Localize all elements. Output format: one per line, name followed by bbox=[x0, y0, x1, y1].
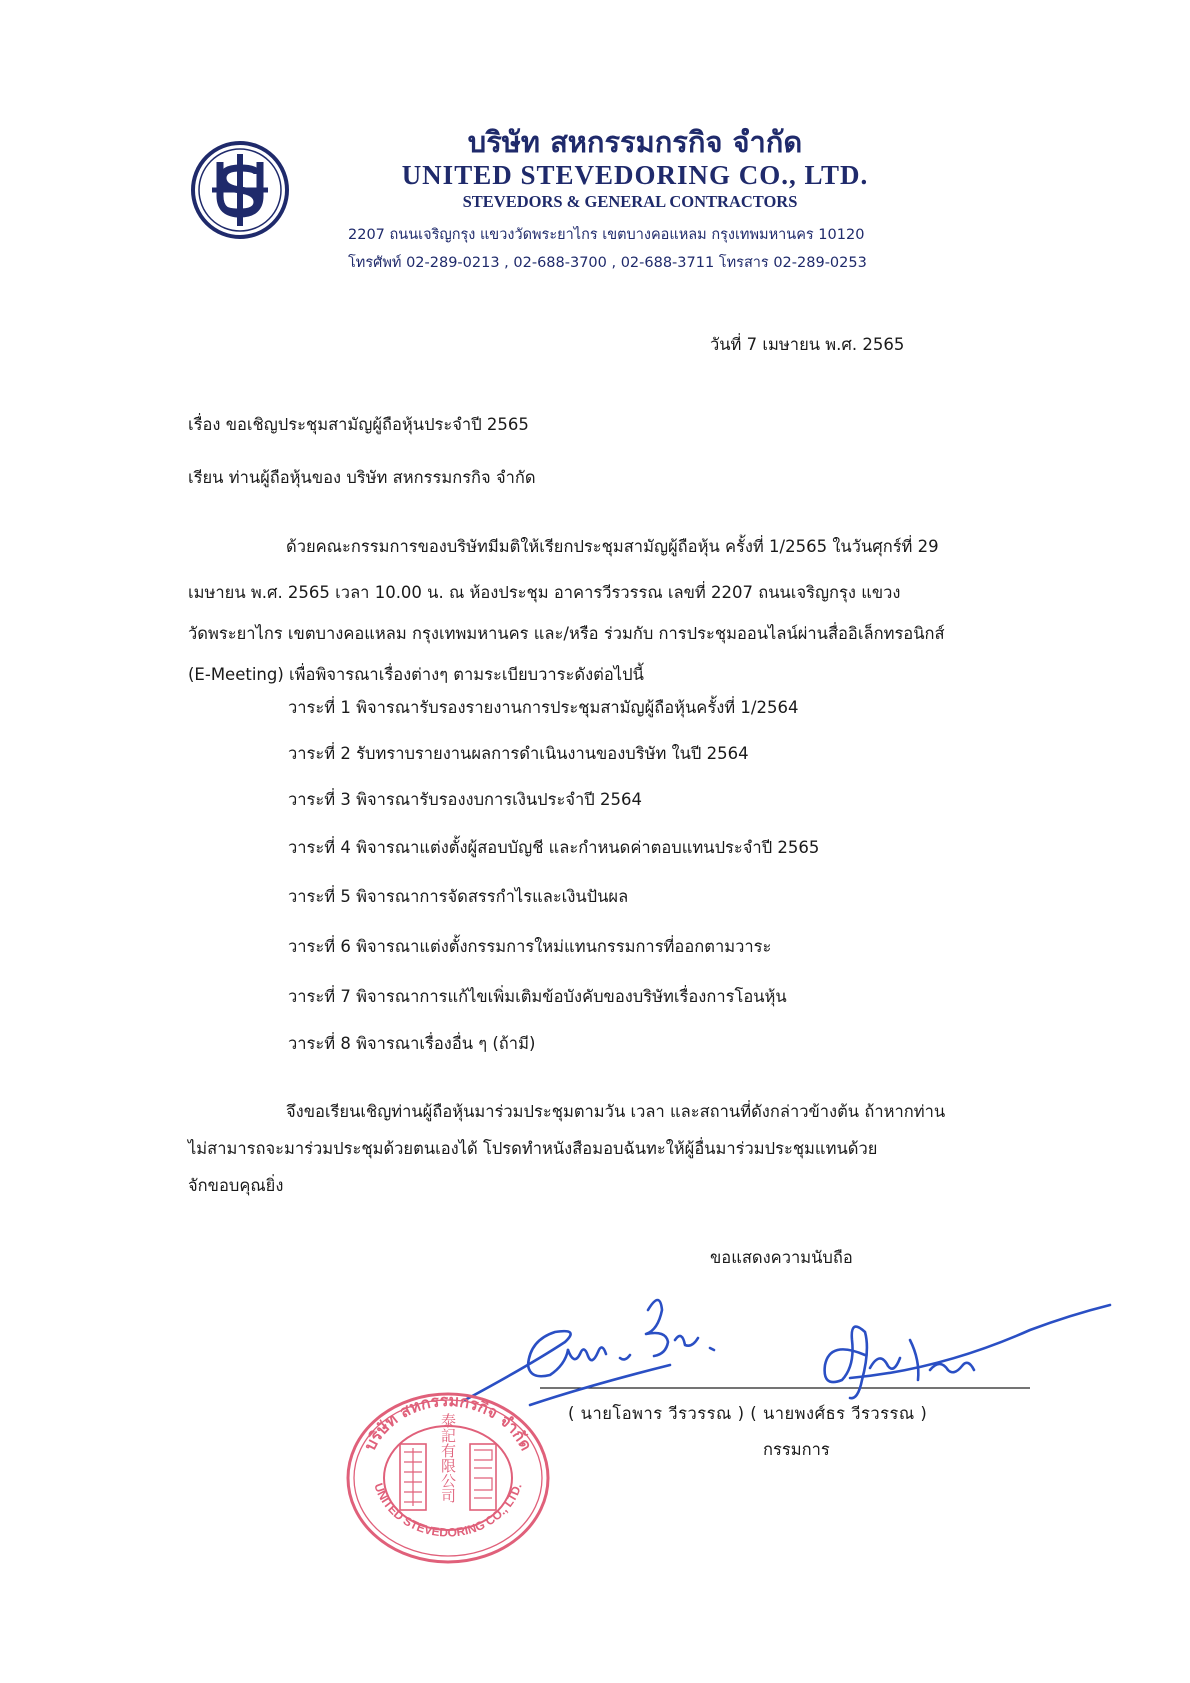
agenda-item-4: วาระที่ 4 พิจารณาแต่งตั้งผู้สอบบัญชี และกำหนดค่าตอบแทนประจำปี 2565 bbox=[288, 838, 820, 857]
letter-date: วันที่ 7 เมษายน พ.ศ. 2565 bbox=[710, 335, 905, 354]
closing-paragraph bbox=[188, 1100, 1018, 1198]
letter-recipient: เรียน ท่านผู้ถือหุ้นของ บริษัท สหกรรมกรกิจ จำกัด bbox=[188, 468, 536, 487]
paragraph-line: ไม่สามารถจะมาร่วมประชุมด้วยตนเองได้ โปรดทำหนังสือมอบฉันทะให้ผู้อื่นมาร่วมประชุมแทนด้วย bbox=[188, 1139, 878, 1158]
agenda-item-6: วาระที่ 6 พิจารณาแต่งตั้งกรรมการใหม่แทนกรรมการที่ออกตามวาระ bbox=[288, 937, 772, 956]
company-phone: โทรศัพท์ 02-289-0213 , 02-688-3700 , 02-688-3711 โทรสาร 02-289-0253 bbox=[348, 255, 867, 271]
agenda-item-3: วาระที่ 3 พิจารณารับรองงบการเงินประจำปี 2564 bbox=[288, 790, 642, 809]
seal-text-thai: บริษัท สหกรรมกรกิจ จำกัด bbox=[360, 1390, 536, 1454]
seal-text-chinese: 泰記有限公司 bbox=[439, 1413, 457, 1503]
agenda-item-1: วาระที่ 1 พิจารณารับรองรายงานการประชุมสามัญผู้ถือหุ้นครั้งที่ 1/2564 bbox=[288, 698, 799, 717]
company-tagline: STEVEDORS & GENERAL CONTRACTORS bbox=[462, 192, 798, 211]
signatory-names: ( นายโอพาร วีรวรรณ ) ( นายพงศ์ธร วีรวรรณ ) bbox=[568, 1404, 928, 1423]
signature-2-icon bbox=[825, 1305, 1110, 1398]
agenda-item-2: วาระที่ 2 รับทราบรายงานผลการดำเนินงานของบริษัท ในปี 2564 bbox=[288, 744, 749, 763]
company-contact bbox=[348, 221, 918, 277]
sign-off: ขอแสดงความนับถือ bbox=[710, 1248, 853, 1267]
company-logo-icon bbox=[190, 140, 290, 240]
letterhead bbox=[355, 125, 915, 213]
seal-text-english: UNITED STEVEDORING CO., LTD. bbox=[371, 1481, 525, 1540]
company-address: 2207 ถนนเจริญกรุง แขวงวัดพระยาไกร เขตบางคอแหลม กรุงเทพมหานคร 10120 bbox=[348, 227, 865, 243]
signatory-title: กรรมการ bbox=[763, 1440, 830, 1459]
company-seal-icon bbox=[338, 1388, 558, 1568]
intro-paragraph bbox=[188, 535, 1018, 687]
company-name-thai: บริษัท สหกรรมกรกิจ จำกัด bbox=[467, 125, 803, 159]
paragraph-line: วัดพระยาไกร เขตบางคอแหลม กรุงเทพมหานคร และ/หรือ ร่วมกับ การประชุมออนไลน์ผ่านสื่ออิเล็กทรอนิกส์ bbox=[188, 624, 945, 643]
agenda-item-5: วาระที่ 5 พิจารณาการจัดสรรกำไรและเงินปันผล bbox=[288, 887, 629, 906]
letter-subject: เรื่อง ขอเชิญประชุมสามัญผู้ถือหุ้นประจำปี 2565 bbox=[188, 415, 529, 434]
paragraph-line: (E-Meeting) เพื่อพิจารณาเรื่องต่างๆ ตามระเบียบวาระดังต่อไปนี้ bbox=[188, 665, 644, 684]
paragraph-line: ด้วยคณะกรรมการของบริษัทมีมติให้เรียกประชุมสามัญผู้ถือหุ้น ครั้งที่ 1/2565 ในวันศุกร์ที่ 29 bbox=[286, 537, 939, 556]
agenda-item-7: วาระที่ 7 พิจารณาการแก้ไขเพิ่มเติมข้อบังคับของบริษัทเรื่องการโอนหุ้น bbox=[288, 987, 787, 1006]
paragraph-line: จักขอบคุณยิ่ง bbox=[188, 1176, 284, 1195]
company-name-english: UNITED STEVEDORING CO., LTD. bbox=[401, 160, 869, 190]
paragraph-line: จึงขอเรียนเชิญท่านผู้ถือหุ้นมาร่วมประชุมตามวัน เวลา และสถานที่ดังกล่าวข้างต้น ถ้าหากท่าน bbox=[286, 1102, 946, 1121]
paragraph-line: เมษายน พ.ศ. 2565 เวลา 10.00 น. ณ ห้องประชุม อาคารวีรวรรณ เลขที่ 2207 ถนนเจริญกรุง แขวง bbox=[188, 583, 901, 602]
agenda-item-8: วาระที่ 8 พิจารณาเรื่องอื่น ๆ (ถ้ามี) bbox=[288, 1034, 536, 1053]
